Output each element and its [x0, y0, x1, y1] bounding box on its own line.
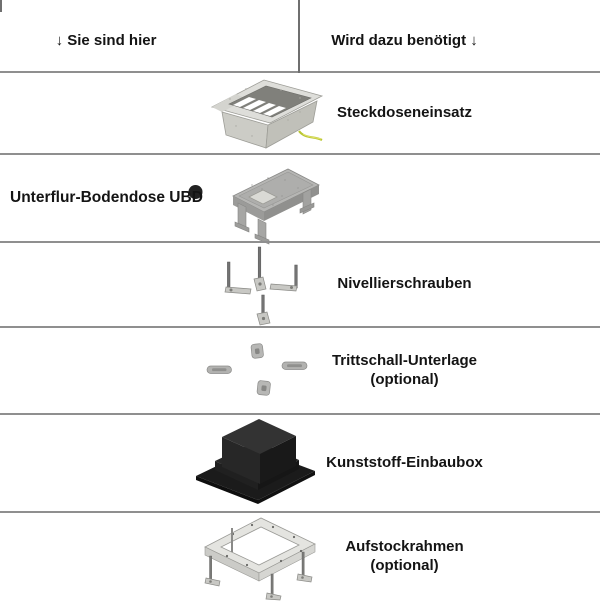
label-text: Unterflur-Bodendose UBD: [10, 188, 203, 206]
label-text-line2: (optional): [370, 370, 439, 388]
sound-insulation-pads-illustration: [207, 343, 307, 395]
label-text-line1: Aufstockrahmen: [345, 538, 464, 555]
leveling-screws-illustration: [225, 247, 297, 325]
floor-box-illustration: [189, 169, 320, 244]
label-trittschall-unterlage: [298, 326, 511, 413]
label-text: Steckdoseneinsatz: [336, 103, 473, 121]
label-text-line2: (optional): [370, 557, 439, 574]
left-edge-tick: [0, 0, 2, 12]
label-text: Kunststoff-Einbaubox: [326, 453, 483, 471]
label-text: Nivellierschrauben: [337, 275, 472, 292]
label-nivellierschrauben: [298, 241, 511, 326]
label-kunststoff-einbaubox: [298, 413, 511, 511]
label-text-line1: Trittschall-Unterlage: [331, 351, 478, 369]
label-steckdoseneinsatz: [298, 71, 511, 153]
label-aufstockrahmen: [298, 511, 511, 601]
header-left-label: ↓ Sie sind hier: [55, 32, 157, 49]
header-right-label: Wird dazu benötigt ↓: [331, 32, 478, 49]
label-unterflur-bodendose-ubd: [10, 153, 203, 241]
